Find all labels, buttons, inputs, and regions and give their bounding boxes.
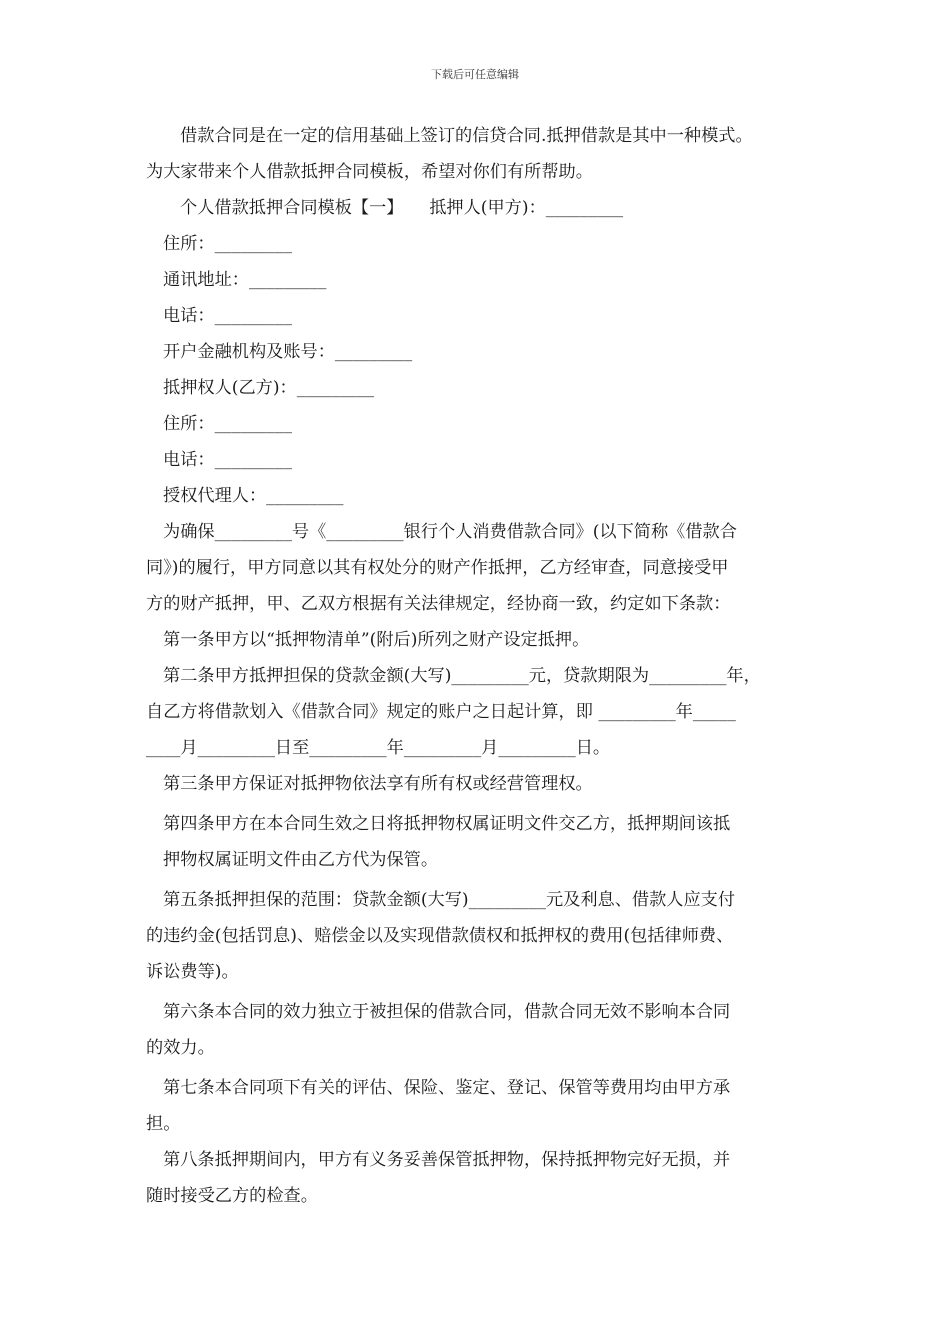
party-b-phone: 电话：_________ <box>163 450 292 470</box>
document-body <box>146 118 826 1214</box>
article-6-line-2: 的效力。 <box>146 1038 215 1058</box>
article-5-line-1: 第五条抵押担保的范围：贷款金额(大写)_________元及利息、借款人应支付 <box>163 890 736 910</box>
article-8-line-2: 随时接受乙方的检查。 <box>146 1186 318 1206</box>
article-5-line-2: 的违约金(包括罚息)、赔偿金以及实现借款债权和抵押权的费用(包括律师费、 <box>146 926 734 946</box>
authorized-agent: 授权代理人：_________ <box>163 486 344 506</box>
article-4-line-1: 第四条甲方在本合同生效之日将抵押物权属证明文件交乙方，抵押期间该抵 <box>163 814 731 834</box>
article-3: 第三条甲方保证对抵押物依法享有所有权或经营管理权。 <box>163 774 593 794</box>
preamble-line-3: 方的财产抵押，甲、乙双方根据有关法律规定，经协商一致，约定如下条款： <box>146 594 731 614</box>
intro-line-2: 为大家带来个人借款抵押合同模板，希望对你们有所帮助。 <box>146 162 593 182</box>
article-2-line-2: 自乙方将借款划入《借款合同》规定的账户之日起计算，即 _________年_____ <box>146 702 736 722</box>
party-a-address: 住所：_________ <box>163 234 292 254</box>
preamble-line-1: 为确保_________号《_________银行个人消费借款合同》(以下简称《借款合 <box>163 522 737 542</box>
article-7-line-2: 担。 <box>146 1114 181 1134</box>
article-5-line-3: 诉讼费等)。 <box>146 962 239 982</box>
article-1: 第一条甲方以“抵押物清单”(附后)所列之财产设定抵押。 <box>163 630 590 650</box>
party-a-phone: 电话：_________ <box>163 306 292 326</box>
party-a-mailing-address: 通讯地址：_________ <box>163 270 327 290</box>
article-4-line-2: 押物权属证明文件由乙方代为保管。 <box>163 850 439 870</box>
party-b-name: 抵押权人(乙方)：_________ <box>163 378 375 398</box>
article-6-line-1: 第六条本合同的效力独立于被担保的借款合同，借款合同无效不影响本合同 <box>163 1002 731 1022</box>
preamble-line-2: 同》)的履行，甲方同意以其有权处分的财产作抵押，乙方经审查，同意接受甲 <box>146 558 729 578</box>
party-a-bank-account: 开户金融机构及账号：_________ <box>163 342 413 362</box>
intro-line-1: 借款合同是在一定的信用基础上签订的信贷合同.抵押借款是其中一种模式。 <box>180 126 753 146</box>
article-2-line-3: ____月_________日至_________年_________月_________日。 <box>146 738 611 758</box>
article-8-line-1: 第八条抵押期间内，甲方有义务妥善保管抵押物，保持抵押物完好无损，并 <box>163 1150 731 1170</box>
article-2-line-1: 第二条甲方抵押担保的贷款金额(大写)_________元，贷款期限为_________年， <box>163 666 761 686</box>
page-header: 下载后可任意编辑 <box>431 68 519 81</box>
party-b-address: 住所：_________ <box>163 414 292 434</box>
article-7-line-1: 第七条本合同项下有关的评估、保险、鉴定、登记、保管等费用均由甲方承 <box>163 1078 731 1098</box>
template-title-line: 个人借款抵押合同模板【一】 抵押人(甲方)：_________ <box>180 198 624 218</box>
